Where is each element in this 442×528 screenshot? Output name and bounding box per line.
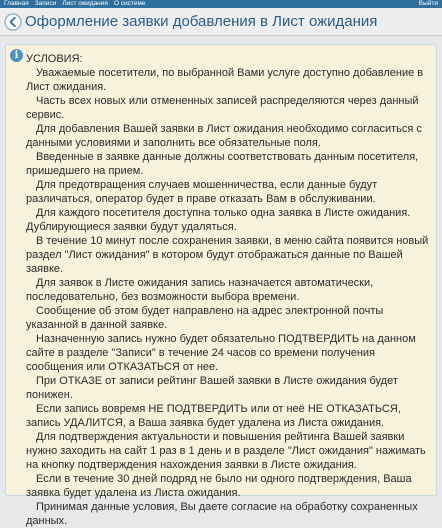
condition-paragraph: В течение 10 минут после сохранения заявки, в меню сайта появится новый раздел "Лист ожидания" в котором будут отображаться данные по Вашей заявке. [26, 235, 429, 275]
top-nav-bar [0, 0, 442, 8]
condition-paragraph: Если запись вовремя НЕ ПОДТВЕРДИТЬ или от неё НЕ ОТКАЗАТЬСЯ, запись УДАЛИТСЯ, а Ваша заявка будет удалена из Листа ожидания. [26, 403, 401, 429]
nav-link-logout[interactable]: Выйти [418, 0, 438, 7]
condition-paragraph: Для подтверждения актуальности и повышения рейтинга Вашей заявки нужно заходить на сайт 1 раз в 1 день и в разделе "Лист ожидания" нажимать на кнопку подтверждения нахождения заявки в Листе ожидания. [26, 431, 426, 471]
nav-link-records[interactable]: Записи [34, 0, 57, 7]
condition-paragraph: Для добавления Вашей заявки в Лист ожидания необходимо согласиться с данными условиями и заполнить все обязательные поля. [26, 123, 422, 149]
condition-paragraph: При ОТКАЗЕ от записи рейтинг Вашей заявки в Листе ожидания будет понижен. [26, 375, 398, 401]
chevron-left-circle-icon [4, 13, 22, 31]
condition-paragraph: Если в течение 30 дней подряд не было ни одного подтверждения, Ваша заявка будет удалена из Листа ожидания. [26, 473, 412, 499]
condition-paragraph: Назначенную запись нужно будет обязательно ПОДТВЕРДИТЬ на данном сайте в разделе "Записи" в течение 24 часов со времени получения сообщения или ОТКАЗАТЬСЯ от нее. [26, 333, 416, 373]
condition-paragraph: Для заявок в Листе ожидания запись назначается автоматически, последовательно, без возможности выбора времени. [26, 277, 374, 303]
nav-link-about[interactable]: О системе [113, 0, 146, 7]
page-title: Оформление заявки добавления в Лист ожидания [25, 13, 378, 30]
nav-link-home[interactable]: Главная [4, 0, 29, 7]
condition-paragraph: Введенные в заявке данные должны соответствовать данным посетителя, пришедшего на прием. [26, 151, 419, 177]
conditions-text [26, 52, 434, 528]
page-header [0, 8, 442, 36]
condition-paragraph: Принимая данные условия, Вы даете согласие на обработку сохраненных данных. [26, 501, 418, 527]
condition-paragraph: Для каждого посетителя доступна только одна заявка в Листе ожидания. Дублирующиеся заявки будут удаляться. [26, 207, 411, 233]
condition-paragraph: Сообщение об этом будет направлено на адрес электронной почты указанной в данной заявке. [26, 305, 384, 331]
nav-link-waiting-list[interactable]: Лист ожидания [62, 0, 108, 7]
condition-paragraph: Уважаемые посетители, по выбранной Вами услуге доступно добавление в Лист ожидания. [26, 67, 424, 93]
back-button[interactable] [3, 12, 23, 32]
conditions-heading: УСЛОВИЯ: [26, 53, 83, 65]
conditions-panel [5, 44, 437, 527]
condition-paragraph: Для предотвращения случаев мошенничества, если данные будут различаться, оператор будет в праве отказать Вам в обслуживании. [26, 179, 378, 205]
info-icon: i [10, 49, 23, 62]
condition-paragraph: Часть всех новых или отмененных записей распределяются через данный сервис. [26, 95, 419, 121]
